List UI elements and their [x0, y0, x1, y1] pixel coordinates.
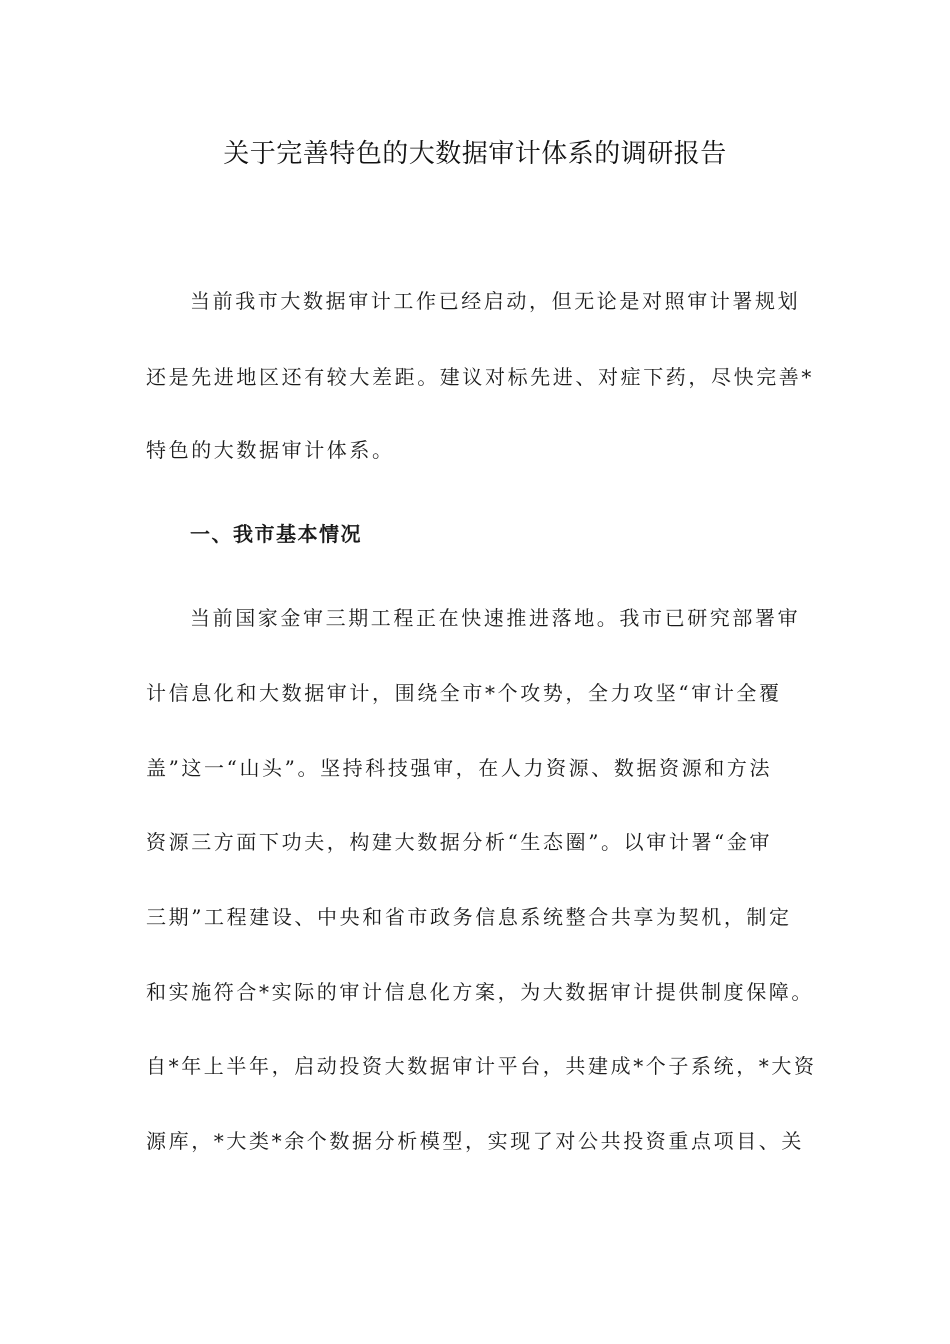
paragraph-line: 盖”这一“山头”。坚持科技强审，在人力资源、数据资源和方法	[146, 756, 773, 780]
paragraph-line: 当前国家金审三期工程正在快速推进落地。我市已研究部署审	[190, 606, 801, 630]
paragraph-line: 资源三方面下功夫，构建大数据分析“生态圈”。以审计署“金审	[146, 830, 773, 854]
paragraph-line: 三期”工程建设、中央和省市政务信息系统整合共享为契机，制定	[146, 905, 792, 929]
paragraph-line: 还是先进地区还有较大差距。建议对标先进、对症下药，尽快完善*	[146, 365, 814, 389]
paragraph-line: 源库，*大类*余个数据分析模型，实现了对公共投资重点项目、关	[146, 1129, 804, 1153]
paragraph-line: 当前我市大数据审计工作已经启动，但无论是对照审计署规划	[190, 289, 801, 313]
paragraph-line: 计信息化和大数据审计，围绕全市*个攻势，全力攻坚“审计全覆	[146, 681, 782, 705]
paragraph-line: 和实施符合*实际的审计信息化方案，为大数据审计提供制度保障。	[146, 980, 814, 1004]
paragraph-line: 自*年上半年，启动投资大数据审计平台，共建成*个子系统，*大资	[146, 1054, 817, 1078]
section-heading: 一、我市基本情况	[190, 522, 362, 546]
document-title: 关于完善特色的大数据审计体系的调研报告	[223, 139, 727, 169]
paragraph-line: 特色的大数据审计体系。	[146, 438, 395, 462]
